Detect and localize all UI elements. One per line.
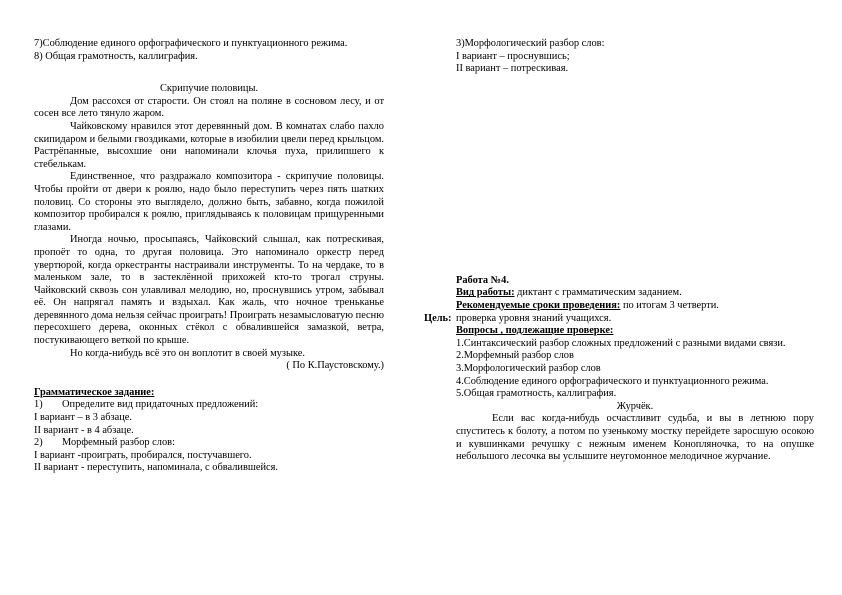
dictation-title: Скрипучие половицы. (159, 83, 259, 95)
criteria-item-7: 7)Соблюдение единого орфографического и пунктуационного режима. (34, 38, 348, 49)
criteria-item-8: 8) Общая грамотность, каллиграфия. (34, 50, 198, 62)
dictation-title-2: Журчёк. (616, 400, 654, 412)
terms (456, 300, 814, 313)
task-number: 1) (34, 399, 43, 411)
task-line (34, 437, 384, 450)
grammar-heading: Грамматическое задание: (34, 386, 155, 398)
task-text: Определите вид придаточных предложений: (62, 399, 259, 411)
question-item: 3.Морфологический разбор слов (456, 362, 601, 374)
question-item: 1.Синтаксический разбор сложных предложений с разными видами связи. (456, 337, 786, 349)
paragraph-4: Иногда ночью, просыпаясь, Чайковский слышал, как потрескивая, пропоёт то одна, то другая половица. Это напоминало оркестр перед увертюрой, когда оркестранты настраивали инструменты. То на чердаке, то в маленьком зале, то в застеклённой прихожей кто-то трогал струны. Чайковский сквозь сон улавливал мелодию, но, проснувшись утром, забывал её. Он напрягал память и вздыхал. Как жаль, что ночное треньканье деревянного дома нельзя сейчас проиграть! Проиграть незамысловатую песню пересохшего дерева, оконных стёкол с обвалившейся замазкой, ветра, постукивающего веткой по крыше. (34, 234, 384, 347)
questions-heading: Вопросы , подлежащие проверке: (456, 325, 614, 337)
work-type-value: диктант с грамматическим заданием. (514, 287, 682, 299)
work-type-label: Вид работы: (456, 287, 515, 299)
dictation-text-2: Если вас когда-нибудь осчастливит судьба, и вы в летнюю пору спуститесь к болоту, а потом по узенькому мостку перейдете заросшую осокою и кувшинками речушку с нежным именем Конопляночка, то на опушке небольшого лесочка вы услышите неугомонное мелодичное журчание. (456, 413, 814, 463)
morph-variant-1: I вариант – проснувшись; (456, 50, 570, 62)
work-type (456, 287, 814, 300)
question-item: 4.Соблюдение единого орфографического и пунктуационного режима. (456, 375, 769, 387)
paragraph-3: Единственное, что раздражало композитора - скрипучие половицы. Чтобы пройти от двери к роялю, надо было переступить через пять шатких половиц. Со стороны это выглядело, должно быть, забавно, когда пожилой композитор пробирался к роялю, приглядываясь к половицам прищуренными глазами. (34, 171, 384, 233)
task-line: I вариант -проиграть, пробирался, постучавшего. (34, 449, 252, 461)
paragraph-5: Но когда-нибудь всё это он воплотит в своей музыке. (70, 347, 305, 359)
author-credit: ( По К.Паустовскому.) (286, 360, 384, 372)
right-column (424, 0, 814, 464)
morph-heading: 3)Морфологический разбор слов: (456, 38, 605, 49)
goal-label: Цель: (424, 312, 452, 324)
task-text: Морфемный разбор слов: (62, 437, 175, 449)
question-item: 2.Морфемный разбор слов (456, 350, 574, 362)
paragraph-2: Чайковскому нравился этот деревянный дом. В комнатах слабо пахло скипидаром и белыми гвоздиками, которые в изобилии цвели перед крыльцом. Растрёпанные, высохшие они напоминали клочья пуха, прилипшего к стебелькам. (34, 120, 384, 170)
terms-label: Рекомендуемые сроки проведения: (456, 299, 621, 311)
paragraph-1: Дом рассохся от старости. Он стоял на поляне в сосновом лесу, и от сосен все лето тянуло жаром. (34, 95, 384, 120)
goal-value: проверка уровня знаний учащихся. (456, 312, 612, 324)
left-column (34, 0, 384, 475)
morph-variant-2: II вариант – потрескивая. (456, 63, 569, 75)
task-line: I вариант – в 3 абзаце. (34, 412, 132, 424)
terms-value: по итогам 3 четверти. (620, 299, 719, 311)
goal (424, 312, 814, 326)
task-line: II вариант - переступить, напоминала, с обвалившейся. (34, 462, 279, 474)
task-line (34, 399, 384, 412)
task-number: 2) (34, 437, 43, 449)
question-item: 5.Общая грамотность, каллиграфия. (456, 388, 617, 400)
work-title: Работа №4. (456, 274, 509, 286)
task-line: II вариант - в 4 абзаце. (34, 424, 134, 436)
